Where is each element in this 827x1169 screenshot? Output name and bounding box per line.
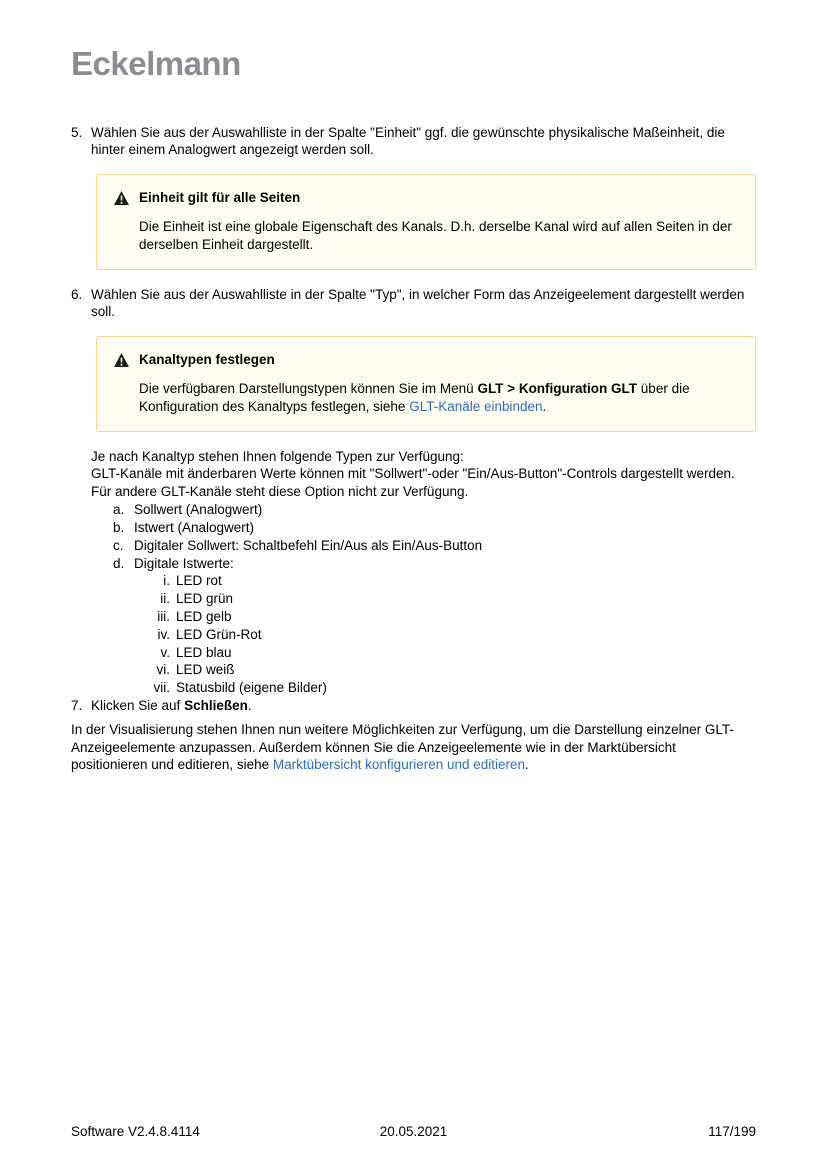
footer-software-version: Software V2.4.8.4114 <box>71 1124 200 1140</box>
list-item-text: Istwert (Analogwert) <box>134 519 255 535</box>
list-item-text: Digitale Istwerte: <box>134 555 234 571</box>
list-item-marker: d. <box>113 555 125 571</box>
step-5 <box>71 124 756 160</box>
list-item-text: Statusbild (eigene Bilder) <box>176 680 327 696</box>
note-kanaltypen-body <box>139 380 739 416</box>
types-intro-line1: Je nach Kanaltyp stehen Ihnen folgende Typen zur Verfügung: <box>91 448 464 464</box>
note-box-einheit <box>96 174 756 269</box>
note-kanaltypen-menu-path: GLT > Konfiguration GLT <box>477 381 638 397</box>
list-item-text: Digitaler Sollwert: Schaltbefehl Ein/Aus als Ein/Aus-Button <box>134 537 483 553</box>
list-item <box>71 608 756 626</box>
list-item-marker: i. <box>163 573 170 589</box>
list-item <box>113 519 756 537</box>
list-item-marker: iv. <box>157 626 170 642</box>
list-item-marker: iii. <box>157 608 170 624</box>
note-kanaltypen-title: Kanaltypen festlegen <box>139 352 275 368</box>
list-item-text: LED grün <box>176 591 234 607</box>
list-item-text: LED weiß <box>176 662 235 678</box>
list-item-text: LED rot <box>176 573 222 589</box>
list-item-marker: vi. <box>156 662 170 678</box>
note-einheit-header <box>114 189 739 207</box>
note-einheit-title: Einheit gilt für alle Seiten <box>139 190 301 206</box>
step-7-text <box>91 697 756 715</box>
list-item-marker: ii. <box>160 591 170 607</box>
types-intro-line2: GLT-Kanäle mit änderbaren Werte können mit "Sollwert"-oder "Ein/Aus-Button"-Controls dargestellt werden. Für andere GLT-Kanäle steht diese Option nicht zur Verfügung. <box>91 466 735 500</box>
note-box-kanaltypen <box>96 336 756 431</box>
list-item-marker: b. <box>113 519 125 535</box>
footer-page-number: 117/199 <box>708 1124 756 1140</box>
closing-text-pre: In der Visualisierung stehen Ihnen nun weitere Möglichkeiten zur Verfügung, um die Darstellung einzelner GLT-Anzeigeelemente anzupassen. Außerdem können Sie die Anzeigeelemente wie in der Marktübersicht positionieren und editieren, siehe <box>71 721 734 773</box>
step-5-marker: 5. <box>71 124 83 140</box>
footer-date: 20.05.2021 <box>379 1124 448 1140</box>
schliessen-button-name: Schließen <box>184 698 248 714</box>
list-item <box>113 501 756 519</box>
eckelmann-logo: Eckelmann <box>71 45 241 82</box>
roman-list <box>71 572 756 697</box>
note-kanaltypen-text-post: . <box>542 398 547 414</box>
step-5-text: Wählen Sie aus der Auswahlliste in der Spalte "Einheit" ggf. die gewünschte physikalische Maßeinheit, die hinter einem Analogwert angezeigt werden soll. <box>91 124 725 158</box>
step-7-text-pre: Klicken Sie auf <box>91 698 185 714</box>
document-body <box>71 124 756 775</box>
list-item-marker: v. <box>160 644 170 660</box>
page-footer <box>71 1123 756 1141</box>
note-einheit-body: Die Einheit ist eine globale Eigenschaft des Kanals. D.h. derselbe Kanal wird auf allen Seiten in der derselben Einheit dargestellt. <box>139 218 732 252</box>
step-7-marker: 7. <box>71 698 83 714</box>
list-item <box>113 555 756 573</box>
marktuebersicht-link[interactable]: Marktübersicht konfigurieren und editieren <box>272 757 526 773</box>
note-kanaltypen-text-mid: über die Konfiguration des Kanaltyps festlegen, siehe <box>139 381 690 414</box>
note-kanaltypen-text-pre: Die verfügbaren Darstellungstypen können Sie im Menü <box>139 381 478 397</box>
step-7 <box>71 697 756 715</box>
closing-paragraph <box>71 721 756 774</box>
list-item <box>71 626 756 644</box>
page-header <box>71 42 756 86</box>
step-6-marker: 6. <box>71 286 83 302</box>
list-item-marker: a. <box>113 502 125 518</box>
list-item <box>71 590 756 608</box>
warning-icon <box>114 191 129 205</box>
step-6 <box>71 286 756 322</box>
list-item <box>71 679 756 697</box>
step-7-text-post: . <box>247 698 252 714</box>
list-item-marker: vii. <box>153 680 170 696</box>
list-item-text: LED blau <box>176 644 232 660</box>
warning-icon <box>114 353 129 367</box>
list-item-text: Sollwert (Analogwert) <box>134 502 263 518</box>
note-kanaltypen-header <box>114 351 739 369</box>
list-item <box>71 644 756 662</box>
list-item <box>113 537 756 555</box>
list-item-text: LED gelb <box>176 608 232 624</box>
step-6-text: Wählen Sie aus der Auswahlliste in der Spalte "Typ", in welcher Form das Anzeigeelement dargestellt werden soll. <box>91 286 745 320</box>
list-item <box>71 661 756 679</box>
list-item-marker: c. <box>113 537 124 553</box>
list-item-text: LED Grün-Rot <box>176 626 262 642</box>
glt-kanaele-einbinden-link[interactable]: GLT-Kanäle einbinden <box>409 398 543 414</box>
closing-text-post: . <box>525 757 529 773</box>
letter-list <box>71 501 756 572</box>
list-item <box>71 572 756 590</box>
